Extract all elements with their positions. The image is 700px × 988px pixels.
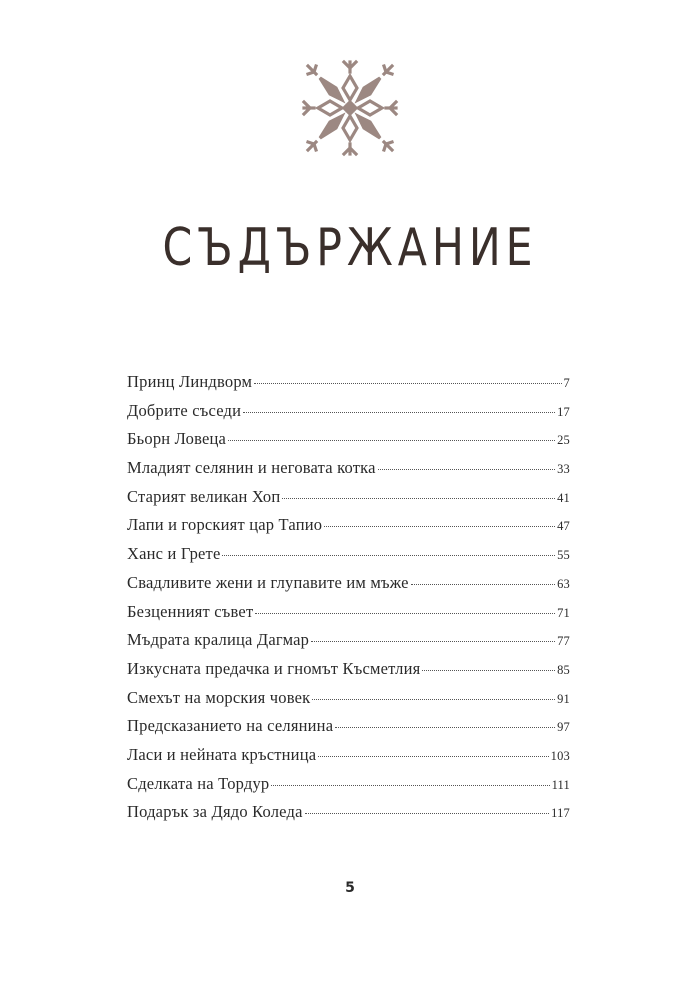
toc-entry-page: 55 — [557, 548, 570, 563]
toc-entry-page: 33 — [557, 462, 570, 477]
toc-entry-page: 97 — [557, 720, 570, 735]
toc-entry-page: 91 — [557, 691, 570, 706]
toc-entry-title: Младият селянин и неговата котка — [127, 458, 376, 478]
toc-entry[interactable] — [127, 745, 570, 774]
toc-entry[interactable] — [127, 573, 570, 602]
toc-entry-page: 17 — [557, 404, 570, 419]
dot-leader — [243, 412, 555, 413]
toc-entry-page: 71 — [557, 605, 570, 620]
dot-leader — [318, 756, 548, 757]
dot-leader — [222, 555, 555, 556]
dot-leader — [255, 613, 555, 614]
toc-entry-page: 25 — [557, 433, 570, 448]
toc-entry[interactable] — [127, 544, 570, 573]
toc-entry-page: 77 — [557, 634, 570, 649]
toc-entry-page: 103 — [550, 748, 570, 763]
toc-entry[interactable] — [127, 774, 570, 803]
toc-entry-page: 7 — [563, 376, 570, 390]
toc-entry[interactable] — [127, 716, 570, 745]
table-of-contents — [127, 372, 570, 831]
toc-entry-title: Предсказанието на селянина — [127, 716, 334, 736]
toc-entry-page: 63 — [557, 576, 570, 591]
toc-entry-title: Лапи и горският цар Тапио — [127, 515, 323, 535]
toc-entry-title: Старият великан Хоп — [127, 486, 281, 506]
toc-entry-title: Ханс и Грете — [127, 544, 221, 564]
dot-leader — [271, 785, 549, 786]
toc-entry-title: Принц Линдворм — [127, 372, 253, 391]
dot-leader — [335, 727, 555, 728]
toc-entry-title: Ласи и нейната кръстница — [127, 744, 317, 764]
toc-entry-title: Подарък за Дядо Коледа — [127, 802, 303, 822]
dot-leader — [378, 469, 555, 470]
dot-leader — [411, 584, 555, 585]
toc-entry-title: Сделката на Тордур — [127, 773, 270, 793]
toc-entry[interactable] — [127, 487, 570, 516]
toc-entry-title: Смехът на морския човек — [127, 687, 311, 707]
toc-entry-title: Добрите съседи — [127, 400, 242, 420]
toc-entry[interactable] — [127, 602, 570, 631]
toc-entry-page: 47 — [557, 519, 570, 534]
toc-entry-title: Мъдрата кралица Дагмар — [127, 630, 310, 650]
toc-entry[interactable] — [127, 688, 570, 717]
dot-leader — [305, 813, 550, 814]
snowflake-ornament-icon — [300, 58, 400, 158]
toc-entry-title: Бьорн Ловеца — [127, 429, 227, 449]
toc-entry-title: Свадливите жени и глупавите им мъже — [127, 572, 409, 592]
toc-entry[interactable] — [127, 659, 570, 688]
toc-entry[interactable] — [127, 429, 570, 458]
dot-leader — [282, 498, 555, 499]
toc-entry-page: 41 — [557, 490, 570, 505]
dot-leader — [254, 383, 561, 384]
toc-entry-title: Безценният съвет — [127, 601, 254, 621]
toc-entry[interactable] — [127, 802, 570, 831]
dot-leader — [311, 641, 555, 642]
toc-entry[interactable] — [127, 458, 570, 487]
dot-leader — [228, 440, 555, 441]
dot-leader — [324, 526, 555, 527]
toc-entry-page: 117 — [551, 806, 570, 821]
toc-entry[interactable] — [127, 630, 570, 659]
toc-entry-page: 111 — [551, 777, 570, 792]
page-number: 5 — [345, 880, 355, 896]
page-title: СЪДЪРЖАНИЕ — [162, 218, 538, 278]
toc-entry[interactable] — [127, 401, 570, 430]
dot-leader — [312, 699, 555, 700]
dot-leader — [422, 670, 555, 671]
toc-entry-page: 85 — [557, 662, 570, 677]
toc-entry[interactable] — [127, 372, 570, 401]
toc-entry[interactable] — [127, 515, 570, 544]
toc-entry-title: Изкусната предачка и гномът Късметлия — [127, 658, 421, 678]
